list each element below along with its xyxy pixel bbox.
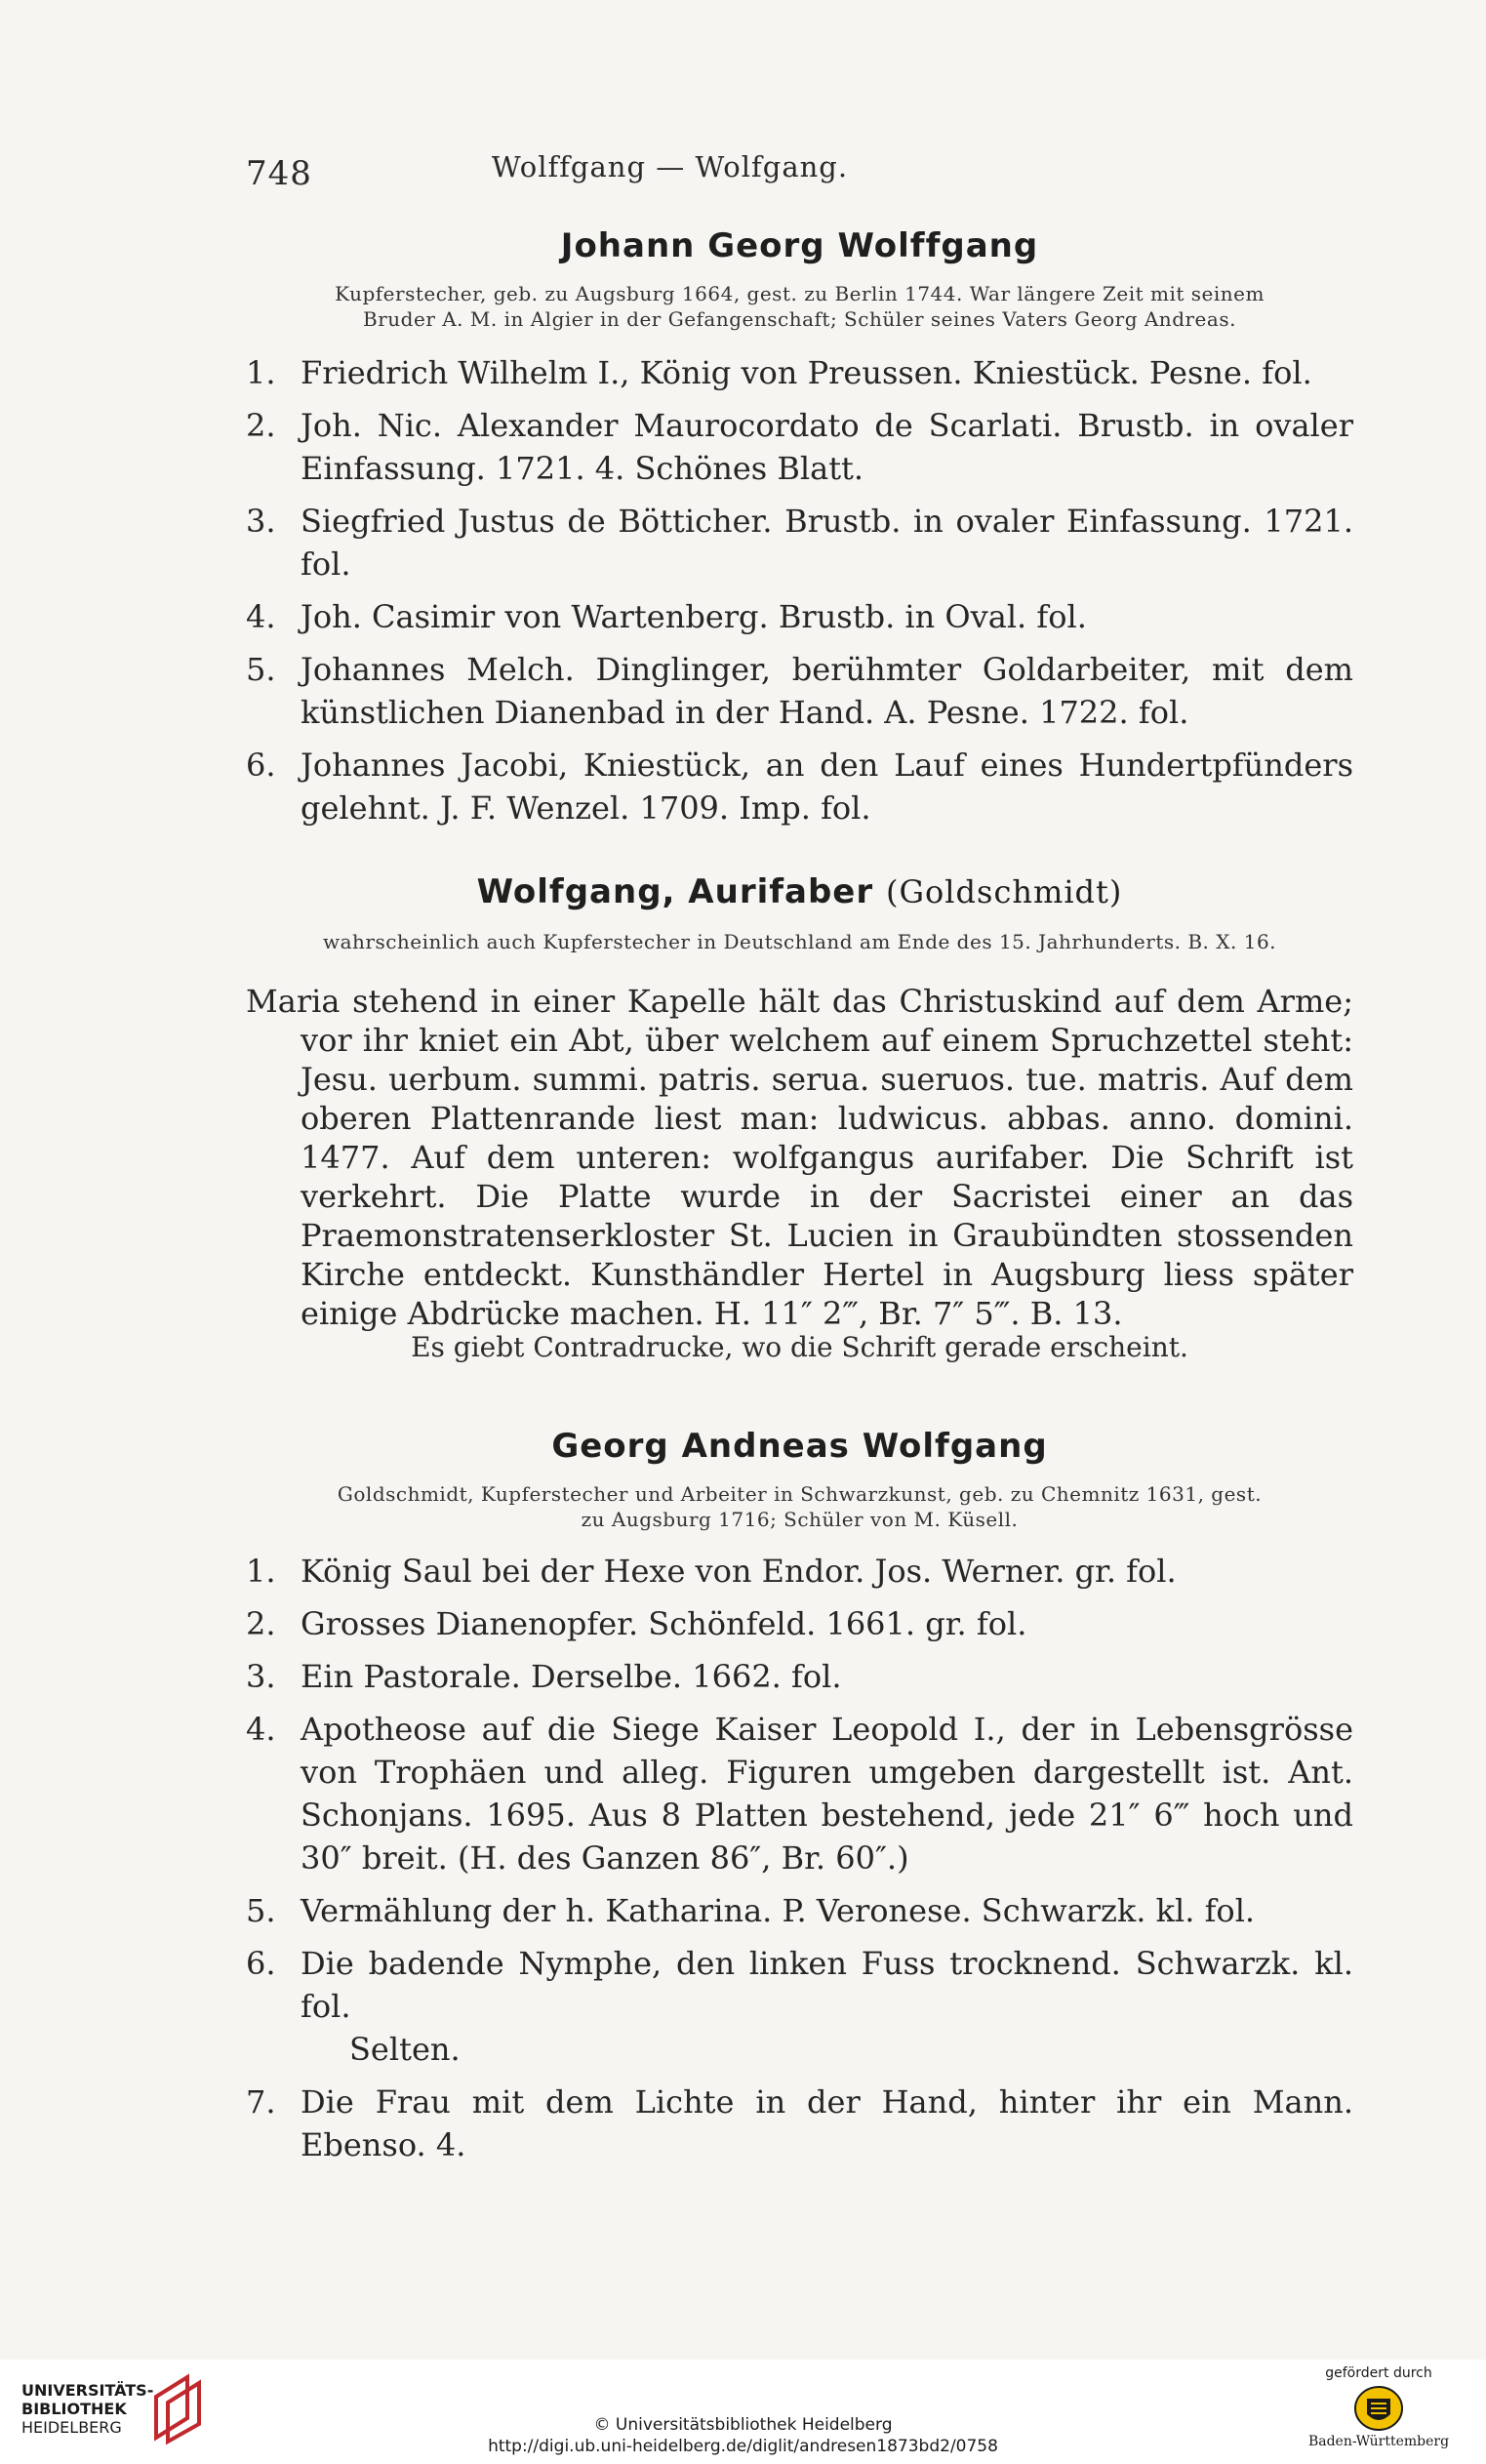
entry-text: Ein Pastorale. Derselbe. 1662. fol. [301, 1658, 842, 1695]
entry-number: 6. [246, 1945, 276, 1982]
section-description [246, 1481, 1353, 1532]
entry-text: Joh. Casimir von Wartenberg. Brustb. in Oval. fol. [301, 598, 1087, 635]
copyright-block [0, 2414, 1486, 2457]
copyright-text: © Universitätsbibliothek Heidelberg [593, 2415, 893, 2435]
entry-text: Die badende Nymphe, den linken Fuss trocknend. Schwarzk. kl. fol. [301, 1945, 1353, 2025]
list-item [246, 351, 1353, 394]
library-city-line: HEIDELBERG [21, 2418, 122, 2437]
permalink[interactable]: http://digi.ub.uni-heidelberg.de/diglit/andresen1873bd2/0758 [488, 2437, 998, 2456]
entry-text: Johannes Melch. Dinglinger, berühmter Goldarbeiter, mit dem künstlichen Dianenbad in der Hand. A. Pesne. 1722. fol. [301, 651, 1353, 731]
running-head: Wolffgang — Wolfgang. [491, 150, 849, 183]
section-title-aurifaber [246, 872, 1353, 911]
entry-text: Friedrich Wilhelm I., König von Preussen. Kniestück. Pesne. fol. [301, 354, 1312, 391]
list-item [246, 744, 1353, 829]
list-item [246, 1655, 1353, 1698]
list-item [246, 404, 1353, 490]
list-item [246, 1889, 1353, 1932]
list-item [246, 1550, 1353, 1593]
entry-number: 5. [246, 1892, 276, 1929]
list-item [246, 500, 1353, 586]
entry-number: 5. [246, 651, 276, 688]
entry-number: 3. [246, 1658, 276, 1695]
paragraph-text: Maria stehend in einer Kapelle hält das Christuskind auf dem Arme; vor ihr kniet ein Abt, über welchem auf einem Spruchzettel steht: Jesu. uerbum. summi. patris. serua. sueruos. tue. matris. Auf dem oberen Plattenrande liest man: ludwicus. abbas. anno. domini. 1477. Auf dem unteren: wolfgangus aurifaber. Die Schrift ist verkehrt. Die Platte wurde in der Sacristei einer an das Praemonstratenserkloster St. Lucien in Graubündten stossenden Kirche entdeckt. Kunsthändler Hertel in Augsburg liess später einige Abdrücke machen. H. 11″ 2‴, Br. 7″ 5‴. B. 13. [246, 983, 1353, 1332]
entry-number: 1. [246, 354, 276, 391]
funder-name: Baden-Württemberg [1307, 2434, 1450, 2449]
entry-list [246, 1550, 1353, 2176]
body-paragraph [246, 982, 1353, 1333]
section-title-georg-andneas: Georg Andneas Wolfgang [551, 1427, 1048, 1466]
entry-text: Apotheose auf die Siege Kaiser Leopold I., der in Lebensgrösse von Trophäen und alleg. Figuren umgeben dargestellt ist. Ant. Schonjans. 1695. Aus 8 Platten bestehend, jede 21″ 6‴ hoch und 30″ breit. (H. des Ganzen 86″, Br. 60″.) [301, 1711, 1353, 1877]
entry-number: 2. [246, 1605, 276, 1642]
entry-number: 3. [246, 503, 276, 540]
entry-text: Die Frau mit dem Lichte in der Hand, hinter ihr ein Mann. Ebenso. 4. [301, 2083, 1353, 2163]
entry-number: 4. [246, 598, 276, 635]
list-item [246, 1602, 1353, 1645]
description-line: zu Augsburg 1716; Schüler von M. Küsell. [581, 1508, 1019, 1531]
funded-by-label: gefördert durch [1325, 2365, 1432, 2381]
footnote-text: Es giebt Contradrucke, wo die Schrift gerade erscheint. [411, 1331, 1188, 1363]
section-title-text: Wolfgang, Aurifaber [476, 872, 874, 911]
list-item [246, 2080, 1353, 2166]
list-item [246, 648, 1353, 734]
entry-text: König Saul bei der Hexe von Endor. Jos. Werner. gr. fol. [301, 1553, 1177, 1590]
entry-text: Joh. Nic. Alexander Maurocordato de Scarlati. Brustb. in ovaler Einfassung. 1721. 4. Schönes Blatt. [301, 407, 1353, 487]
list-item [246, 1942, 1353, 2071]
section-description [246, 281, 1353, 332]
entry-text: Grosses Dianenopfer. Schönfeld. 1661. gr. fol. [301, 1605, 1027, 1642]
library-name-line: BIBLIOTHEK [21, 2400, 127, 2418]
description-line: wahrscheinlich auch Kupferstecher in Deutschland am Ende des 15. Jahrhunderts. B. X. 16. [322, 930, 1277, 953]
entry-text: Johannes Jacobi, Kniestück, an den Lauf eines Hundertpfünders gelehnt. J. F. Wenzel. 1709. Imp. fol. [301, 747, 1353, 827]
description-line: Bruder A. M. in Algier in der Gefangenschaft; Schüler seines Vaters Georg Andreas. [363, 307, 1236, 331]
state-crest-icon [1353, 2385, 1404, 2432]
footer-bar [0, 2360, 1486, 2464]
library-name-line: UNIVERSITÄTS- [21, 2381, 154, 2400]
entry-number: 2. [246, 407, 276, 444]
entry-number: 4. [246, 1711, 276, 1748]
entry-number: 6. [246, 747, 276, 784]
funding-block [1301, 2365, 1457, 2449]
entry-number: 1. [246, 1553, 276, 1590]
description-line: Goldschmidt, Kupferstecher und Arbeiter in Schwarzkunst, geb. zu Chemnitz 1631, gest. [337, 1482, 1263, 1506]
description-line: Kupferstecher, geb. zu Augsburg 1664, gest. zu Berlin 1744. War längere Zeit mit seinem [335, 282, 1265, 305]
entry-subnote: Selten. [349, 2031, 461, 2068]
section-description [246, 929, 1353, 954]
page-number: 748 [246, 154, 312, 193]
section-title-johann-georg: Johann Georg Wolffgang [560, 226, 1039, 265]
entry-list [246, 351, 1353, 839]
list-item [246, 1708, 1353, 1879]
entry-text: Vermählung der h. Katharina. P. Veronese. Schwarzk. kl. fol. [301, 1892, 1256, 1929]
section-title-suffix: (Goldschmidt) [885, 873, 1123, 910]
entry-text: Siegfried Justus de Bötticher. Brustb. in ovaler Einfassung. 1721. fol. [301, 503, 1353, 583]
entry-number: 7. [246, 2083, 276, 2121]
list-item [246, 595, 1353, 638]
